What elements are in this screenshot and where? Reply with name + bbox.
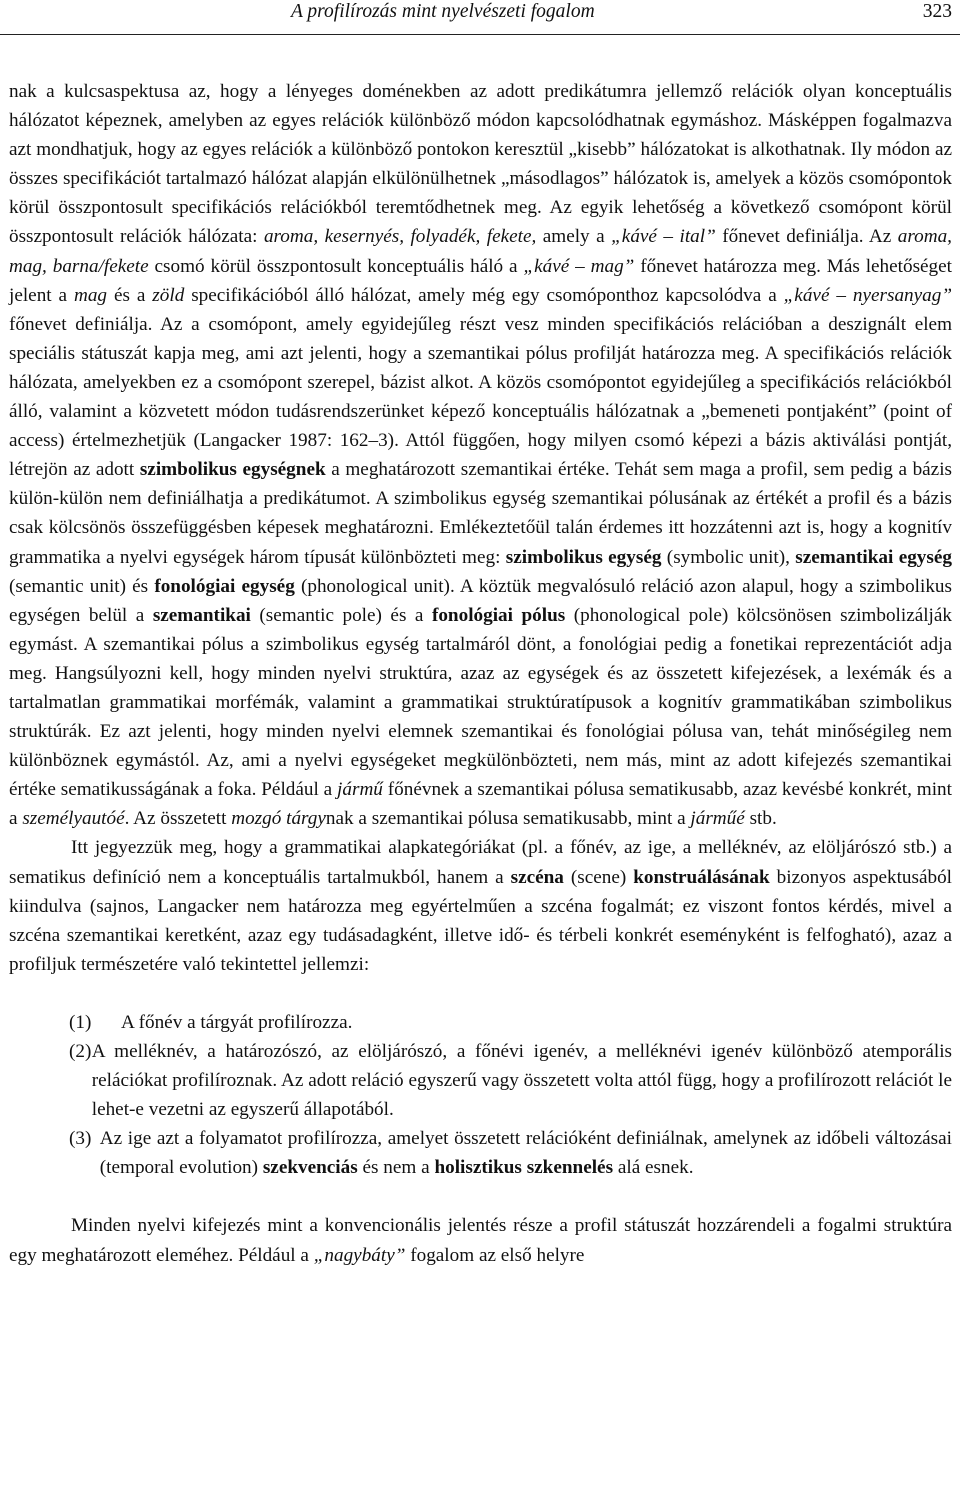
spacer bbox=[9, 979, 952, 1008]
term-szimbolikus-egysegnek: szimbolikus egységnek bbox=[139, 459, 326, 481]
paragraph-continued: nak a kulcsaspektusa az, hogy a lényeges doménekben az adott predikátumra jellemző relációk olyan konceptuális hálózatot képeznek, amelyben az egyes relációk különböző módon kapcsolódhatnak egymáshoz. Másképpen fogalmazva azt mondhatjuk, hogy az egyes relációk a különböző pontokon keresztül „kisebb” hálózatokat is alkothatnak. Ily módon az összes specifikációt tartalmazó hálózat alapján elkülönülhetnek „másodlagos” hálózatok is, amelyek a közös csomópontok körül összpontosult specifikációs relációkból teremtődhetnek meg. Az egyik lehetőség a következő csomópont körül összpontosult relációk hálózata: aroma, kesernyés, folyadék, fekete, amely a „kávé – ital” főnevet definiálja. Az aroma, mag, barna/fekete csomó körül összpontosult konceptuális háló a „kávé – mag” főnevet határozza meg. Más lehetőséget jelent a mag és a zöld specifikációból álló hálózat, amely még egy csomóponthoz kapcsolódva a „kávé – nyersanyag” főnevet definiálja. Az a csomópont, amely egyidejűleg részt vesz minden specifikációs relációban a deszignált elem speciális státuszát kapja meg, ami azt jelenti, hogy a szemantikai pólus profilját határozza meg. A specifikációs relációk hálózata, amelyekben ez a csomópont szerepel, bázist alkot. A közös csomópontot egyidejűleg a specifikációs relációkból álló, valamint a közvetett módon tudásrendszerünket képező konceptuális hálózatnak a „bemeneti pontjaként” (point of access) értelmezhetjük (Langacker 1987: 162–3). Attól függően, hogy milyen csomó képezi a bázis aktiválási pontját, létrejön az adott szimbolikus egységnek a meghatározott szemantikai értéke. Tehát sem maga a profil, sem pedig a bázis külön-külön nem definiálhatja a predikátumot. A szimbolikus egység szemantikai pólusának az értékét a profil és a bázis csak kölcsönös összefüggésben képesek meghatározni. Emlékeztetőül talán érdemes itt hozzátenni azt is, hogy a kognitív grammatika a nyelvi egységek három típusát különbözteti meg: szimbolikus egység (symbolic unit), szemantikai egység (semantic unit) és fonológiai egység (phonological unit). A köztük megvalósuló reláció azon alapul, hogy a szimbolikus egységen belül a szemantikai (semantic pole) és a fonológiai pólus (phonological pole) kölcsönösen szimbolizálják egymást. A szemantikai pólus a szimbolikus egység tartalmáról dönt, a fonológiai pedig a fonetikai reprezentációt adja meg. Hangsúlyozni kell, hogy minden nyelvi struktúra, azaz az egységek és az összetett kifejezések, a lexémák és a tartalmatlan grammatikai morfémák, valamint a grammatikai struktúratípusok a kognitív grammatikában szimbolikus struktúrák. Ez azt jelenti, hogy minden nyelvi elemnek szemantikai és fonológiai pólusa van, tehát minőségileg nem különböznek egymástól. Az, ami a nyelvi egységeket megkülönbözteti, nem más, mint az adott kifejezés szemantikai értéke sematikusságának a foka. Például a jármű főnévnek a szemantikai pólusa sematikusabb, azaz kevésbé konkrét, mint a személyautóé. Az összetett mozgó tárgynak a szemantikai pólusa sematikusabb, mint a járműé stb. bbox=[9, 81, 953, 830]
term-szemantikai: szemantikai bbox=[152, 604, 251, 626]
example-number: (2) bbox=[69, 1041, 92, 1062]
example-item bbox=[9, 1124, 952, 1182]
example-list bbox=[9, 1008, 952, 1183]
spacer bbox=[9, 1182, 952, 1211]
term-szimbolikus-egyseg: szimbolikus egység bbox=[505, 546, 662, 568]
example-number: (3) bbox=[69, 1128, 92, 1150]
example-item bbox=[9, 1037, 952, 1124]
paragraph-profile-status: Minden nyelvi kifejezés mint a konvencionális jelentés része a profil státuszát hozzárendeli a fogalmi struktúra egy meghatározott eleméhez. Például a „nagybáty” fogalom az első helyre bbox=[9, 1215, 952, 1266]
term-fonologiai-egyseg: fonológiai egység bbox=[154, 575, 295, 597]
term-konstrualasanak: konstruálásának bbox=[633, 866, 770, 888]
page-number: 323 bbox=[922, 1, 952, 22]
page-body bbox=[9, 77, 952, 1270]
example-text: A melléknév, a határozószó, az elöljárószó, a főnévi igenév, a melléknévi igenév különböző atemporális relációkat profilíroznak. Az adott reláció egyszerű vagy összetett volta attól függ, hogy a profilírozott relációt le lehet-e vezetni az egyszerű állapotából. bbox=[91, 1041, 952, 1121]
page-header bbox=[0, 0, 960, 35]
example-item bbox=[9, 1008, 952, 1037]
term-szemantikai-egyseg: szemantikai egység bbox=[795, 546, 952, 568]
example-text: Az ige azt a folyamatot profilírozza, amelyet összetett relációként definiálnak, amelynek az időbeli változásai (temporal evolution) szekvenciás és nem a holisztikus szkennelés alá esnek. bbox=[99, 1128, 952, 1179]
paragraph-categories: Itt jegyezzük meg, hogy a grammatikai alapkategóriákat (pl. a főnév, az ige, a melléknév, az elöljárószó stb.) a sematikus definíció nem a konceptuális tartalmukból, hanem a szcéna (scene) konstruálásának bizonyos aspektusából kiindulva (sajnos, Langacker nem határozza meg egyértelműen a szcéna fogalmát; ez viszont fontos kérdés, mivel a szcéna szemantikai keretként, azaz egy tudásadagként, illetve idő- és térbeli konkrét eseményként is felfogható), azaz a profiljuk természetére való tekintettel jellemzi: bbox=[9, 837, 952, 975]
term-szekvencias: szekvenciás bbox=[262, 1157, 358, 1179]
example-text: A főnév a tárgyát profilírozza. bbox=[121, 1011, 353, 1033]
term-szcena: szcéna bbox=[510, 866, 564, 888]
example-number: (1) bbox=[69, 1011, 92, 1033]
term-fonologiai-polus: fonológiai pólus bbox=[431, 604, 566, 626]
running-title: A profilírozás mint nyelvészeti fogalom bbox=[291, 1, 595, 22]
term-holisztikus-szkenneles: holisztikus szkennelés bbox=[434, 1157, 614, 1179]
